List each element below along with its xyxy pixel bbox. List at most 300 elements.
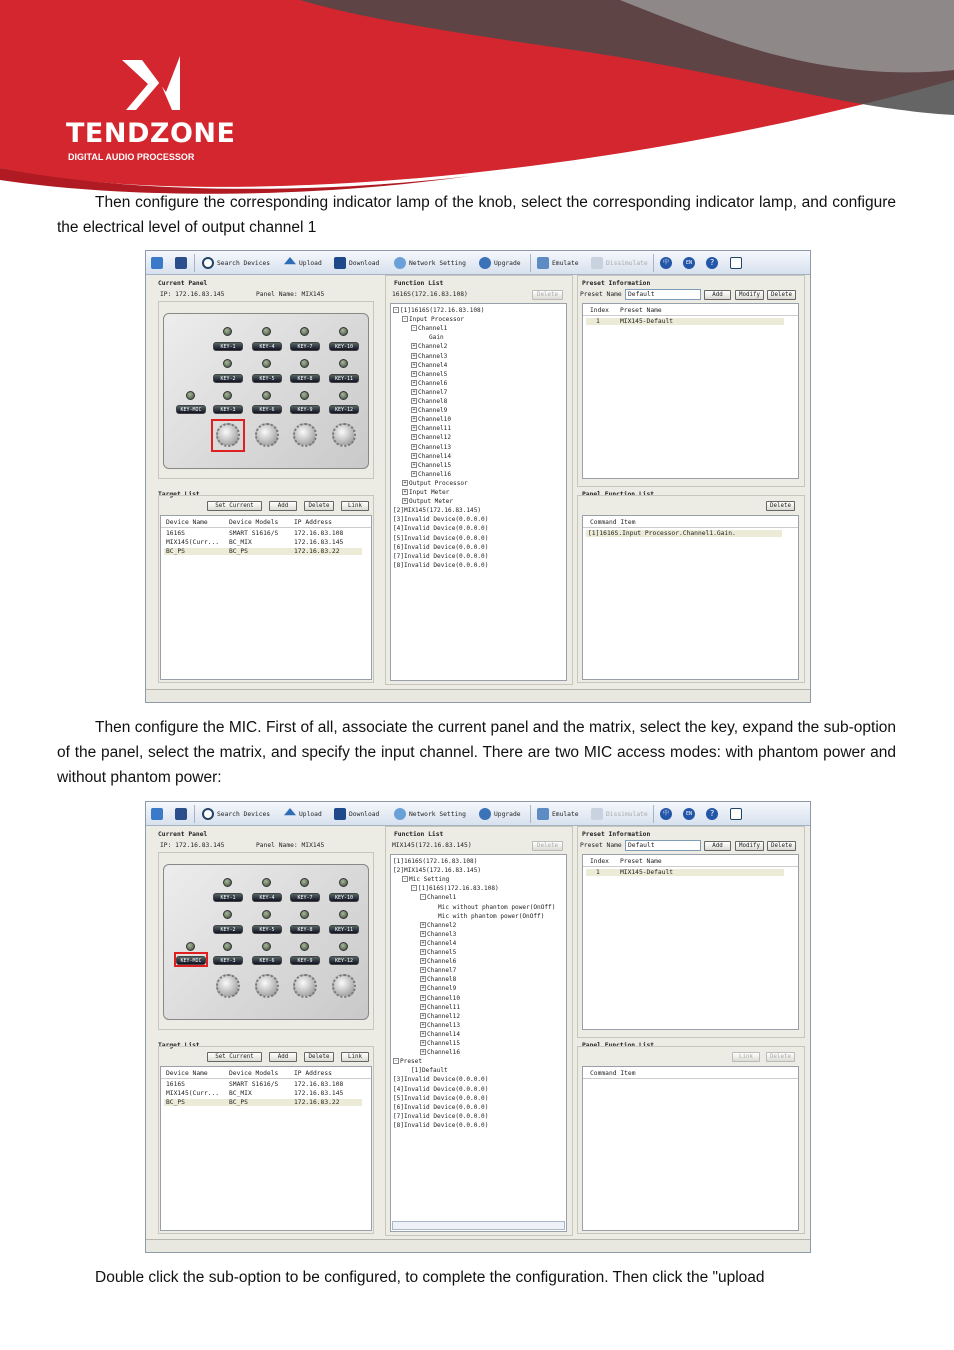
tree-node[interactable] — [393, 1058, 422, 1065]
tree-node-label: Channel6 — [427, 958, 457, 966]
tree-node[interactable] — [393, 553, 488, 560]
tree-node[interactable] — [393, 1086, 488, 1093]
table-cell[interactable]: 1 — [596, 869, 600, 876]
expand-icon[interactable]: + — [412, 434, 416, 441]
function-tree[interactable] — [390, 854, 567, 1232]
tree-node[interactable] — [411, 362, 447, 369]
tree-node[interactable] — [393, 544, 488, 551]
network-setting-button[interactable]: Network Setting — [394, 256, 466, 270]
tree-node-label: [1]1616S(172.16.83.108) — [400, 307, 485, 314]
dissimulate-button[interactable]: Dissimulate — [591, 256, 648, 270]
refresh-icon — [479, 808, 491, 820]
function-list-title: Function List — [394, 831, 444, 838]
expand-icon[interactable]: + — [421, 985, 425, 992]
expand-icon[interactable]: + — [412, 452, 416, 459]
open-folder-icon[interactable] — [151, 257, 163, 269]
current-panel-name: Panel Name: MIX145 — [256, 291, 325, 298]
network-setting-button[interactable]: Network Setting — [394, 807, 466, 821]
tree-node[interactable] — [411, 389, 447, 396]
tree-node[interactable] — [438, 904, 555, 911]
tree-node-label: Output Meter — [409, 498, 454, 506]
key-12-button[interactable]: KEY-12 — [329, 405, 359, 414]
tree-node-label: [1]616S(172.16.83.108) — [418, 885, 499, 893]
tree-node-label: Channel15 — [418, 461, 452, 469]
expand-icon[interactable]: + — [412, 461, 416, 468]
target-list-table: Device Name Device Models IP Address 1616S SMART S1616/S 172.16.83.108 MIX145(Curr... BC_MIX 172.16.83.145 BC_PS BC_PS 172.16.83.22 — [160, 515, 372, 680]
tree-node[interactable] — [420, 1031, 460, 1038]
upgrade-button[interactable]: Upgrade — [479, 256, 521, 270]
knob-4[interactable] — [332, 423, 356, 447]
add-target-button[interactable]: Add — [269, 1052, 297, 1062]
tree-node-label: Channel11 — [418, 425, 452, 433]
expand-icon[interactable]: + — [412, 398, 416, 404]
tree-node[interactable] — [393, 535, 488, 542]
expand-icon[interactable]: + — [412, 370, 416, 377]
tree-node[interactable] — [420, 1013, 460, 1020]
tree-node-label: Channel14 — [427, 1030, 461, 1038]
key-6-button[interactable]: KEY-6 — [252, 956, 282, 965]
key-2-button[interactable]: KEY-2 — [213, 925, 243, 934]
tree-node-label: Channel9 — [427, 985, 457, 993]
key-6-button[interactable]: KEY-6 — [252, 405, 282, 414]
tree-node-label: Channel3 — [418, 352, 448, 360]
tree-node-label: Channel3 — [427, 930, 457, 938]
status-bar — [146, 1239, 810, 1252]
key-3-button[interactable]: KEY-3 — [213, 405, 243, 414]
tree-node[interactable] — [411, 1067, 448, 1074]
link-target-button[interactable]: Link — [341, 1052, 369, 1062]
expand-icon[interactable]: + — [412, 388, 416, 395]
tree-node[interactable] — [411, 434, 451, 441]
delete-target-button[interactable]: Delete — [304, 1052, 334, 1062]
tree-node-label: Channel6 — [418, 379, 448, 387]
function-list-device: 1616S(172.16.83.108) — [392, 291, 468, 298]
wifi-icon — [394, 808, 406, 820]
tree-node-label: Channel7 — [418, 388, 448, 396]
panel-graphic — [163, 864, 369, 1020]
preset-modify-button[interactable]: Modify — [735, 841, 764, 851]
english-language-icon[interactable]: EN — [683, 257, 695, 269]
panel-function-delete-button[interactable]: Delete — [766, 1052, 795, 1062]
tree-node-label: Channel7 — [427, 967, 457, 975]
tree-node-label: [4]Invalid Device(0.0.0.0) — [393, 1085, 489, 1093]
help-icon[interactable]: ? — [706, 257, 718, 269]
dissimulate-button[interactable]: Dissimulate — [591, 807, 648, 821]
link-icon — [537, 808, 549, 820]
expand-icon[interactable]: + — [412, 343, 416, 350]
expand-icon[interactable]: + — [412, 407, 416, 414]
knob-3[interactable] — [293, 423, 317, 447]
expand-icon[interactable]: + — [421, 1030, 425, 1037]
tree-node-label: Channel12 — [418, 434, 452, 442]
panel-function-title: Panel Function List — [582, 1042, 655, 1049]
tree-node[interactable] — [393, 562, 488, 569]
tree-node-label: Channel5 — [418, 370, 448, 378]
collapse-icon[interactable]: - — [403, 876, 407, 883]
tree-node-label: [6]Invalid Device(0.0.0.0) — [393, 1103, 489, 1111]
exit-icon[interactable] — [730, 257, 742, 269]
tree-node[interactable] — [393, 1076, 488, 1083]
table-cell[interactable]: [1]1616S.Input Processor.Channel1.Gain. — [588, 530, 736, 537]
tree-node[interactable] — [411, 371, 447, 378]
tree-node[interactable] — [411, 343, 447, 350]
tree-node[interactable] — [393, 867, 481, 874]
function-delete-button[interactable]: Delete — [532, 290, 563, 300]
tree-node-label: Channel16 — [427, 1049, 461, 1057]
tree-node-label: [3]Invalid Device(0.0.0.0) — [393, 1076, 489, 1084]
unlink-icon — [591, 257, 603, 269]
function-list-device: MIX145(172.16.83.145) — [392, 842, 472, 849]
emulate-button[interactable]: Emulate — [537, 807, 579, 821]
collapse-icon[interactable]: - — [394, 307, 398, 313]
key-2-button[interactable]: KEY-2 — [213, 374, 243, 383]
tree-node[interactable] — [411, 471, 451, 478]
expand-icon[interactable]: + — [421, 949, 425, 955]
preset-table: Index Preset Name 1 MIX145-Default — [582, 854, 799, 1030]
expand-icon[interactable]: + — [412, 470, 416, 477]
upload-button[interactable]: Upload — [284, 807, 322, 821]
toolbar — [146, 251, 810, 275]
search-devices-button[interactable]: Search Devices — [202, 256, 270, 270]
tree-node[interactable] — [411, 325, 447, 332]
tree-node[interactable] — [411, 425, 451, 432]
table-cell[interactable]: BC_PS — [166, 1099, 185, 1106]
expand-icon[interactable]: + — [403, 498, 407, 505]
expand-icon[interactable]: + — [412, 425, 416, 432]
link-icon — [537, 257, 549, 269]
tree-node-label: [8]Invalid Device(0.0.0.0) — [393, 561, 489, 569]
knob-2[interactable] — [255, 423, 279, 447]
tree-node[interactable] — [420, 1040, 460, 1047]
tree-node-label: [5]Invalid Device(0.0.0.0) — [393, 534, 489, 542]
download-button[interactable]: Download — [334, 807, 379, 821]
tree-node[interactable] — [393, 307, 484, 314]
function-list-title: Function List — [394, 280, 444, 287]
horizontal-scrollbar[interactable] — [392, 1221, 565, 1230]
tree-node-label: Channel4 — [418, 361, 448, 369]
expand-icon[interactable]: + — [421, 1040, 425, 1046]
tree-node[interactable] — [411, 416, 451, 423]
tree-node[interactable] — [420, 894, 456, 901]
panel-function-title: Panel Function List — [582, 491, 655, 498]
tree-node[interactable] — [420, 967, 456, 974]
tree-node-label: Channel2 — [418, 343, 448, 351]
tree-node[interactable] — [393, 525, 488, 532]
current-panel-title: Current Panel — [158, 831, 208, 838]
header-banner — [0, 0, 954, 200]
save-icon[interactable] — [175, 808, 187, 820]
tree-node[interactable] — [393, 507, 481, 514]
key-8-button[interactable]: KEY-8 — [290, 374, 320, 383]
tree-node[interactable] — [420, 949, 456, 956]
target-list-table: Device Name Device Models IP Address 1616S SMART S1616/S 172.16.83.108 MIX145(Curr... BC_MIX 172.16.83.145 BC_PS BC_PS 172.16.83.22 — [160, 1066, 372, 1231]
tree-node[interactable] — [420, 976, 456, 983]
refresh-icon — [479, 257, 491, 269]
key-10-button[interactable]: KEY-10 — [329, 893, 359, 902]
header-swoosh-graphic — [0, 0, 954, 200]
function-delete-button[interactable]: Delete — [532, 841, 563, 851]
upgrade-button[interactable]: Upgrade — [479, 807, 521, 821]
tree-node[interactable] — [420, 995, 460, 1002]
app-screenshot-2: Search Devices Upload Download Network Setting Upgrade Emulate Dissimulate 中 EN ? Current Panel IP: 172.16.83.145 Panel Name: MIX145 KEY-1 KEY-4 KEY-7 KEY-10 KEY-2 KEY-5 KEY-8 KEY-11 KEY-MIC KEY-3 KEY-6 KEY-9 KEY-12 Target List Set Current Add Delete Link Device Name Device Models IP Address 1616S SMART S1616/S 172.16.83.108 MIX145(Curr... BC_MIX 172.16.83.145 BC_PS BC_PS 172.16.83.22 Function List MIX145(172.16.83.145) Delete [1]1616S(172.16.83.108) [2]MIX145(172.16.83.145) - Mic Setting - [1]616S(172.16.83.108) - Channel1 Mic without phantom power(OnOff) Mic with phantom power(OnOff) + Channel2 + Channel3 + Channel4 + Channel5 + Channel6 + Channel7 + Channel8 + Channel9 + Channel10 + Channel11 + Channel12 + Channel13 + Channel14 + Channel15 + Channel16 - Preset [1]Default [3]Invalid Device(0.0.0.0) [4]Invalid Device(0.0.0.0) [5]Invalid Device(0.0.0.0) [6]Invalid Device(0.0.0.0) [7]Invalid Device(0.0.0.0) [8]Invalid Device(0.0.0.0) Preset Information Preset Name Default Add Modify Delete Index Preset Name 1 MIX145-Default Panel Function List Link Delete Command Item — [145, 801, 811, 1253]
tree-node[interactable] — [393, 1113, 488, 1120]
tree-node[interactable] — [438, 913, 544, 920]
preset-modify-button[interactable]: Modify — [735, 290, 764, 300]
tree-node[interactable] — [420, 931, 456, 938]
expand-icon[interactable]: + — [421, 1049, 425, 1056]
function-tree[interactable] — [390, 303, 567, 681]
current-panel-ip: IP: 172.16.83.145 — [160, 291, 225, 298]
tree-node-label: Channel5 — [427, 949, 457, 956]
tree-node-label: [6]Invalid Device(0.0.0.0) — [393, 543, 489, 551]
key-9-button[interactable]: KEY-9 — [290, 956, 320, 965]
preset-info-title: Preset Information — [582, 831, 651, 838]
tree-node[interactable] — [420, 940, 456, 947]
panel-function-delete-button[interactable]: Delete — [766, 501, 795, 511]
save-icon[interactable] — [175, 257, 187, 269]
expand-icon[interactable]: + — [421, 967, 425, 974]
tree-node[interactable] — [429, 334, 444, 341]
paragraph-2: Then configure the MIC. First of all, associate the current panel and the matrix, select the key, expand the sub-option of the panel, select the matrix, and specify the input channel. There are two MIC access modes: with phantom power and without phantom power: — [57, 719, 896, 786]
expand-icon[interactable]: + — [403, 479, 407, 486]
preset-delete-button[interactable]: Delete — [767, 841, 796, 851]
brand-name: TENDZONE — [66, 118, 236, 149]
panel-function-table: Command Item [1]1616S.Input Processor.Channel1.Gain. — [582, 515, 799, 680]
set-current-button[interactable]: Set Current — [207, 1052, 262, 1062]
tree-node-label: Channel1 — [427, 894, 457, 902]
search-icon — [202, 808, 214, 820]
key-9-button[interactable]: KEY-9 — [290, 405, 320, 414]
download-icon — [334, 808, 346, 820]
tree-node[interactable] — [411, 380, 447, 387]
target-list-title: Target List — [158, 491, 200, 498]
table-cell[interactable]: 1 — [596, 318, 600, 325]
key-3-button[interactable]: KEY-3 — [213, 956, 243, 965]
panel-graphic — [163, 313, 369, 469]
tree-node-label: Channel14 — [418, 452, 452, 460]
key-5-button[interactable]: KEY-5 — [252, 925, 282, 934]
tree-node[interactable] — [411, 462, 451, 469]
tree-node-label: [2]MIX145(172.16.83.145) — [393, 507, 482, 515]
tree-node[interactable] — [420, 1022, 460, 1029]
english-language-icon[interactable]: EN — [683, 808, 695, 820]
expand-icon[interactable]: + — [412, 379, 416, 386]
tree-node[interactable] — [420, 1049, 460, 1056]
current-panel-title: Current Panel — [158, 280, 208, 287]
collapse-icon[interactable]: - — [412, 885, 416, 892]
search-devices-button[interactable]: Search Devices — [202, 807, 270, 821]
key-11-button[interactable]: KEY-11 — [329, 374, 359, 383]
key-4-button[interactable]: KEY-4 — [252, 342, 282, 351]
target-list-title: Target List — [158, 1042, 200, 1049]
search-icon — [202, 257, 214, 269]
preset-name-input[interactable]: Default — [625, 840, 701, 851]
preset-info-title: Preset Information — [582, 280, 651, 287]
chinese-language-icon[interactable]: 中 — [660, 257, 672, 269]
preset-name-input[interactable]: Default — [625, 289, 701, 300]
collapse-icon[interactable]: - — [421, 894, 425, 901]
key-4-button[interactable]: KEY-4 — [252, 893, 282, 902]
tree-node[interactable] — [402, 498, 453, 505]
key-12-button[interactable]: KEY-12 — [329, 956, 359, 965]
expand-icon[interactable]: + — [403, 489, 407, 495]
tree-node-label: Channel11 — [427, 1003, 461, 1011]
key-5-button[interactable]: KEY-5 — [252, 374, 282, 383]
status-bar — [146, 689, 810, 702]
wifi-icon — [394, 257, 406, 269]
tree-node-label: [7]Invalid Device(0.0.0.0) — [393, 552, 489, 560]
tree-node-label: Input Processor — [409, 316, 465, 324]
open-folder-icon[interactable] — [151, 808, 163, 820]
key-8-button[interactable]: KEY-8 — [290, 925, 320, 934]
emulate-button[interactable]: Emulate — [537, 256, 579, 270]
tree-node-label: [4]Invalid Device(0.0.0.0) — [393, 525, 489, 533]
download-icon — [334, 257, 346, 269]
tree-node-label: Input Meter — [409, 489, 450, 496]
tree-node[interactable] — [393, 1104, 488, 1111]
preset-delete-button[interactable]: Delete — [767, 290, 796, 300]
tree-node-label: [2]MIX145(172.16.83.145) — [393, 867, 482, 875]
expand-icon[interactable]: + — [421, 1021, 425, 1028]
set-current-button[interactable]: Set Current — [207, 501, 262, 511]
selected-key-mic-highlight — [174, 952, 208, 967]
paragraph-3: Double click the sub-option to be configured, to complete the configuration. Then click the "upload — [95, 1269, 765, 1286]
brand-tagline: DIGITAL AUDIO PROCESSOR — [68, 152, 195, 162]
tree-node-label: [3]Invalid Device(0.0.0.0) — [393, 516, 489, 524]
selected-knob-highlight — [211, 419, 245, 452]
help-icon[interactable]: ? — [706, 808, 718, 820]
key-10-button[interactable]: KEY-10 — [329, 342, 359, 351]
tree-node[interactable] — [393, 516, 488, 523]
tree-node[interactable] — [411, 353, 447, 360]
expand-icon[interactable]: + — [421, 1003, 425, 1010]
tree-node[interactable] — [402, 480, 468, 487]
table-cell[interactable]: MIX145(Curr... — [166, 1090, 220, 1097]
table-cell[interactable]: BC_PS — [166, 548, 185, 555]
tree-node-label: Channel12 — [427, 1012, 461, 1020]
paragraph-1: Then configure the corresponding indicator lamp of the knob, select the corresponding indicator lamp, and configure the electrical level of output channel 1 — [57, 194, 896, 236]
knob-4[interactable] — [332, 974, 356, 998]
tree-node-label: Channel8 — [418, 398, 448, 405]
unlink-icon — [591, 808, 603, 820]
tree-node[interactable] — [420, 922, 456, 929]
preset-table: Index Preset Name 1 MIX145-Default — [582, 303, 799, 479]
expand-icon[interactable]: + — [412, 416, 416, 423]
chinese-language-icon[interactable]: 中 — [660, 808, 672, 820]
tree-node[interactable] — [411, 407, 447, 414]
toolbar — [146, 802, 810, 826]
table-cell[interactable]: 1616S — [166, 1081, 185, 1088]
tree-node[interactable] — [411, 885, 499, 892]
tree-node-label: Channel4 — [427, 939, 457, 947]
key-11-button[interactable]: KEY-11 — [329, 925, 359, 934]
tree-node-label: Channel1 — [418, 325, 448, 333]
expand-icon[interactable]: + — [412, 352, 416, 359]
tree-node-label: Channel10 — [427, 994, 461, 1002]
expand-icon[interactable]: + — [421, 994, 425, 1001]
tree-node-label: Channel8 — [427, 976, 457, 984]
tree-node-label: Output Processor — [409, 479, 468, 487]
expand-icon[interactable]: + — [421, 1012, 425, 1019]
exit-icon[interactable] — [730, 808, 742, 820]
expand-icon[interactable]: + — [421, 976, 425, 983]
app-screenshot-1: Search Devices Upload Download Network Setting Upgrade Emulate Dissimulate 中 EN ? Current Panel IP: 172.16.83.145 Panel Name: MIX145 KEY-1 KEY-4 KEY-7 KEY-10 KEY-2 KEY-5 KEY-8 KEY-11 KEY-MIC KEY-3 KEY-6 KEY-9 KEY-12 Target List Set Current Add Delete Link Device Name Device Models IP Address 1616S SMART S1616/S 172.16.83.108 MIX145(Curr... BC_MIX 172.16.83.145 BC_PS BC_PS 172.16.83.22 Function List 1616S(172.16.83.108) Delete - [1]1616S(172.16.83.108) - Input Processor - Channel1 Gain + Channel2 + Channel3 + Channel4 + Channel5 + Channel6 + Channel7 + Channel8 + Channel9 + Channel10 + Channel11 + Channel12 + Channel13 + Channel14 + Channel15 + Channel16 + Output Processor + Input Meter + Output Meter [2]MIX145(172.16.83.145) [3]Invalid Device(0.0.0.0) [4]Invalid Device(0.0.0.0) [5]Invalid Device(0.0.0.0) [6]Invalid Device(0.0.0.0) [7]Invalid Device(0.0.0.0) [8]Invalid Device(0.0.0.0) Preset Information Preset Name Default Add Modify Delete Index Preset Name 1 MIX145-Default Panel Function List Delete Command Item [1]1616S.Input Processor.Channel1.Gain. — [145, 250, 811, 703]
expand-icon[interactable]: + — [421, 939, 425, 946]
table-cell[interactable]: MIX145(Curr... — [166, 539, 220, 546]
preset-add-button[interactable]: Add — [704, 841, 731, 851]
expand-icon[interactable]: + — [421, 921, 425, 928]
key-7-button[interactable]: KEY-7 — [290, 893, 320, 902]
tree-node-label: Preset — [400, 1058, 423, 1066]
tree-node-label: [8]Invalid Device(0.0.0.0) — [393, 1121, 489, 1129]
tree-node[interactable] — [411, 398, 447, 405]
upload-icon — [284, 808, 296, 820]
tree-node-label: Channel16 — [418, 470, 452, 478]
tree-node-label: Channel13 — [427, 1021, 461, 1029]
upload-icon — [284, 257, 296, 269]
tree-node-label: Mic Setting — [409, 876, 450, 884]
tree-node[interactable] — [411, 453, 451, 460]
tree-node-label: Mic without phantom power(OnOff) — [438, 903, 556, 911]
expand-icon[interactable]: + — [412, 361, 416, 368]
tree-node[interactable] — [402, 316, 464, 323]
tree-node[interactable] — [393, 1095, 488, 1102]
link-target-button[interactable]: Link — [341, 501, 369, 511]
tree-node-label: Mic with phantom power(OnOff) — [438, 912, 545, 920]
knob-1[interactable] — [216, 974, 240, 998]
key-1-button[interactable]: KEY-1 — [213, 342, 243, 351]
key-mic-button[interactable]: KEY-MIC — [176, 405, 206, 414]
tree-node[interactable] — [402, 876, 449, 883]
key-mic-button[interactable]: KEY-MIC — [176, 956, 206, 965]
tree-node[interactable] — [393, 858, 477, 865]
tree-node[interactable] — [393, 1122, 488, 1129]
tree-node-label: Channel10 — [418, 416, 452, 424]
key-7-button[interactable]: KEY-7 — [290, 342, 320, 351]
tree-node-label: [5]Invalid Device(0.0.0.0) — [393, 1094, 489, 1102]
current-panel-ip: IP: 172.16.83.145 — [160, 842, 225, 849]
add-target-button[interactable]: Add — [269, 501, 297, 511]
download-button[interactable]: Download — [334, 256, 379, 270]
tree-node-label: Channel13 — [418, 443, 452, 451]
expand-icon[interactable]: + — [412, 443, 416, 450]
tree-node[interactable] — [420, 958, 456, 965]
panel-function-link-button[interactable]: Link — [732, 1052, 760, 1062]
preset-add-button[interactable]: Add — [704, 290, 731, 300]
key-1-button[interactable]: KEY-1 — [213, 893, 243, 902]
tree-node-label: Channel9 — [418, 407, 448, 415]
tree-node[interactable] — [402, 489, 449, 496]
knob-2[interactable] — [255, 974, 279, 998]
delete-target-button[interactable]: Delete — [304, 501, 334, 511]
knob-3[interactable] — [293, 974, 317, 998]
tree-node[interactable] — [411, 444, 451, 451]
table-cell[interactable]: 1616S — [166, 530, 185, 537]
tree-node[interactable] — [420, 985, 456, 992]
tree-node-label: [7]Invalid Device(0.0.0.0) — [393, 1112, 489, 1120]
upload-button[interactable]: Upload — [284, 256, 322, 270]
tree-node-label: Channel15 — [427, 1040, 461, 1047]
tree-node-label: Gain — [429, 334, 444, 342]
tree-node[interactable] — [420, 1004, 460, 1011]
tree-node-label: [1]Default — [411, 1067, 448, 1075]
collapse-icon[interactable]: - — [412, 325, 416, 332]
collapse-icon[interactable]: - — [403, 316, 407, 323]
expand-icon[interactable]: + — [421, 958, 425, 965]
collapse-icon[interactable]: - — [394, 1058, 398, 1065]
panel-function-table: Command Item — [582, 1066, 799, 1231]
expand-icon[interactable]: + — [421, 930, 425, 937]
